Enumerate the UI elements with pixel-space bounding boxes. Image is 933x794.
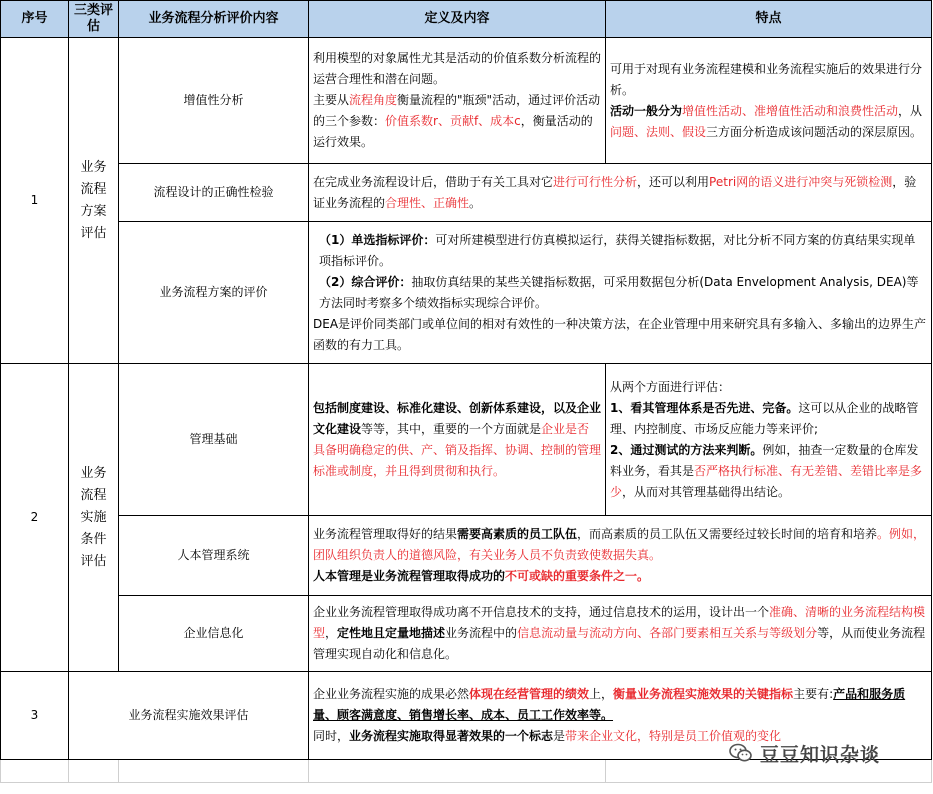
table-row (1, 596, 932, 672)
highlight-text: 进行可行性分析 (553, 174, 638, 189)
definition-text: DEA是评价同类部门或单位间的相对有效性的一种决策方法，在企业管理中用来研究具有多输入、多输出的边界生产函数的有力工具。 (313, 316, 927, 352)
definition-cell (309, 364, 606, 516)
text-span: 业务流程中的 (445, 626, 518, 640)
empty-cell (1, 760, 69, 783)
item-name: 人本管理系统 (119, 516, 309, 596)
header-item: 业务流程分析评价内容 (119, 1, 309, 38)
highlight-text: 衡量业务流程实施效果的关键指标 (613, 687, 794, 701)
features-cell (606, 364, 932, 516)
highlight-text: 企业是否具备明确稳定的供、产、销及指挥、协调、控制的管理标准或制度，并且得到贯彻和执行。 (313, 421, 602, 478)
highlight-text: 流程角度 (349, 93, 398, 107)
text-span: 等，从而使业务流程管理实现自动化和信息化。 (313, 626, 926, 661)
text-span: 业务流程管理取得好的结果 (313, 527, 458, 541)
definition-cell (309, 222, 932, 364)
header-category: 三类评估 (69, 1, 119, 38)
text-span: 主要有: (793, 687, 834, 701)
features-text: 可用于对现有业务流程建模和业务流程实施后的效果进行分析。 (610, 61, 923, 97)
highlight-text: Petri网的语义进行冲突与死锁检测 (709, 174, 893, 189)
header-row (1, 1, 932, 38)
highlight-text: 增值性活动、准增值性活动和浪费性活动 (682, 103, 899, 118)
definition-cell (309, 164, 932, 222)
bold-text: 包括制度建设、标准化建设、创新体系建设，以及企业文化建设 (313, 400, 602, 436)
text-span: 同时， (313, 729, 350, 743)
highlight-text: 准确、清晰的业务流程结构模型 (313, 605, 926, 640)
text-span: ，验证业务流程的 (313, 174, 917, 210)
text-span: ，还可以利用 (637, 174, 710, 189)
bold-text: 产品和服务质量、顾客满意度、销售增长率、成本、员工工作效率等。 (313, 687, 906, 722)
header-features: 特点 (606, 1, 932, 38)
table-row (1, 516, 932, 596)
table-row (1, 164, 932, 222)
definition-text: 利用模型的对象属性尤其是活动的价值系数分析流程的运营合理性和潜在问题。 (313, 51, 602, 86)
features-text (610, 101, 927, 143)
definition-cell (309, 516, 932, 596)
features-cell (606, 38, 932, 164)
text-span: 企业业务流程管理取得成功离不开信息技术的支持，通过信息技术的运用，设计出一个 (313, 605, 770, 619)
bold-text: 活动一般分为 (610, 103, 683, 118)
text-span: 这可以从企业的战略管理、内控制度、市场反应能力等来评价; (610, 400, 919, 436)
text-span: 可对所建模型进行仿真模拟运行，获得关键指标数据，对比分析不同方案的仿真结果实现单项指标评价。 (319, 232, 916, 268)
bold-text: 定性地且定量地描述 (337, 626, 446, 640)
section-category: 业务流程实施条件评估 (69, 364, 119, 672)
empty-cell (119, 760, 309, 783)
definition-text (313, 272, 927, 314)
highlight-text: 否严格执行标准、有无差错、差错比率是多少 (610, 463, 923, 499)
item-name: 业务流程实施效果评估 (69, 672, 309, 760)
text-span: 上， (589, 687, 614, 701)
definition-cell (309, 38, 606, 164)
text-span: ，从 (898, 103, 923, 118)
text-span: 三方面分析造成该问题活动的深层原因。 (706, 124, 923, 139)
definition-text (313, 524, 927, 566)
highlight-text: 带来企业文化，特别是员工价值观的变化 (565, 729, 782, 743)
text-span: 是 (553, 729, 566, 743)
bold-text: 业务流程实施取得显著效果的一个标志 (349, 729, 554, 743)
text-span: ， (325, 626, 338, 640)
highlight-text: 体现在经营管理的绩效 (469, 687, 590, 701)
item-name: 增值性分析 (119, 38, 309, 164)
text-span: 在完成业务流程设计后，借助于有关工具对它 (313, 174, 554, 189)
bold-text: 人本管理是业务流程管理取得成功的 (313, 569, 506, 583)
highlight-text: 信息流动量与流动方向、各部门要素相互关系与等级划分 (517, 626, 818, 640)
highlight-text: 。例如，团队组织负责人的道德风险，有关业务人员不负责致使数据失真。 (313, 527, 926, 562)
header-definition: 定义及内容 (309, 1, 606, 38)
section-category: 业务流程方案评估 (69, 38, 119, 364)
watermark-text: 豆豆知识杂谈 (760, 743, 881, 766)
bold-text: 2、通过测试的方法来判断。 (610, 442, 763, 457)
item-name: 管理基础 (119, 364, 309, 516)
definition-text (313, 230, 927, 272)
features-text (610, 440, 927, 503)
highlight-text: 问题、法则、假设 (610, 124, 707, 139)
bold-text: 需要高素质的员工队伍 (457, 527, 578, 541)
bold-text: 1、看其管理体系是否先进、完备。 (610, 400, 799, 415)
text-span: 等等，其中，重要的一个方面就是 (361, 421, 542, 436)
section-number: 1 (1, 38, 69, 364)
definition-text (313, 90, 601, 153)
item-name: 流程设计的正确性检验 (119, 164, 309, 222)
text-span: 企业业务流程实施的成果必然 (313, 687, 470, 701)
definition-cell (309, 596, 932, 672)
item-name: 业务流程方案的评价 (119, 222, 309, 364)
text-span: 抽取仿真结果的某些关键指标数据，可采用数据包分析(Data Envelopment Analysis, DEA)等方法同时考察多个绩效指标实现综合评价。 (319, 274, 919, 310)
text-span: 。 (469, 195, 482, 210)
table-row (1, 364, 932, 516)
features-text: 从两个方面进行评估： (610, 379, 731, 394)
text-span: 衡量流程的"瓶颈"活动，通过评价活动的三个参数： (313, 93, 601, 128)
text-span: ，从而对其管理基础得出结论。 (622, 484, 791, 499)
empty-cell (309, 760, 606, 783)
definition-text (313, 684, 927, 726)
text-span: ，衡量活动的运行效果。 (313, 114, 593, 149)
bold-text: （1）单选指标评价： (319, 232, 436, 247)
text-span: 主要从 (313, 93, 350, 107)
section-number: 3 (1, 672, 69, 760)
highlight-text: 合理性、正确性 (385, 195, 470, 210)
wechat-icon (728, 740, 754, 766)
definition-text (313, 566, 927, 587)
table-row (1, 222, 932, 364)
empty-cell (69, 760, 119, 783)
highlight-text: 价值系数r、贡献f、成本c (385, 114, 521, 128)
header-no: 序号 (1, 1, 69, 38)
features-text (610, 398, 927, 440)
bold-text: （2）综合评价： (319, 274, 412, 289)
watermark (728, 736, 928, 770)
table-row (1, 38, 932, 164)
text-span: 例如，抽查一定数量的仓库发料业务，看其是 (610, 442, 919, 478)
item-name: 企业信息化 (119, 596, 309, 672)
text-span: ，而高素质的员工队伍又需要经过较长时间的培育和培养 (577, 527, 878, 541)
highlight-text: 不可或缺的重要条件之一。 (505, 569, 650, 583)
section-number: 2 (1, 364, 69, 672)
